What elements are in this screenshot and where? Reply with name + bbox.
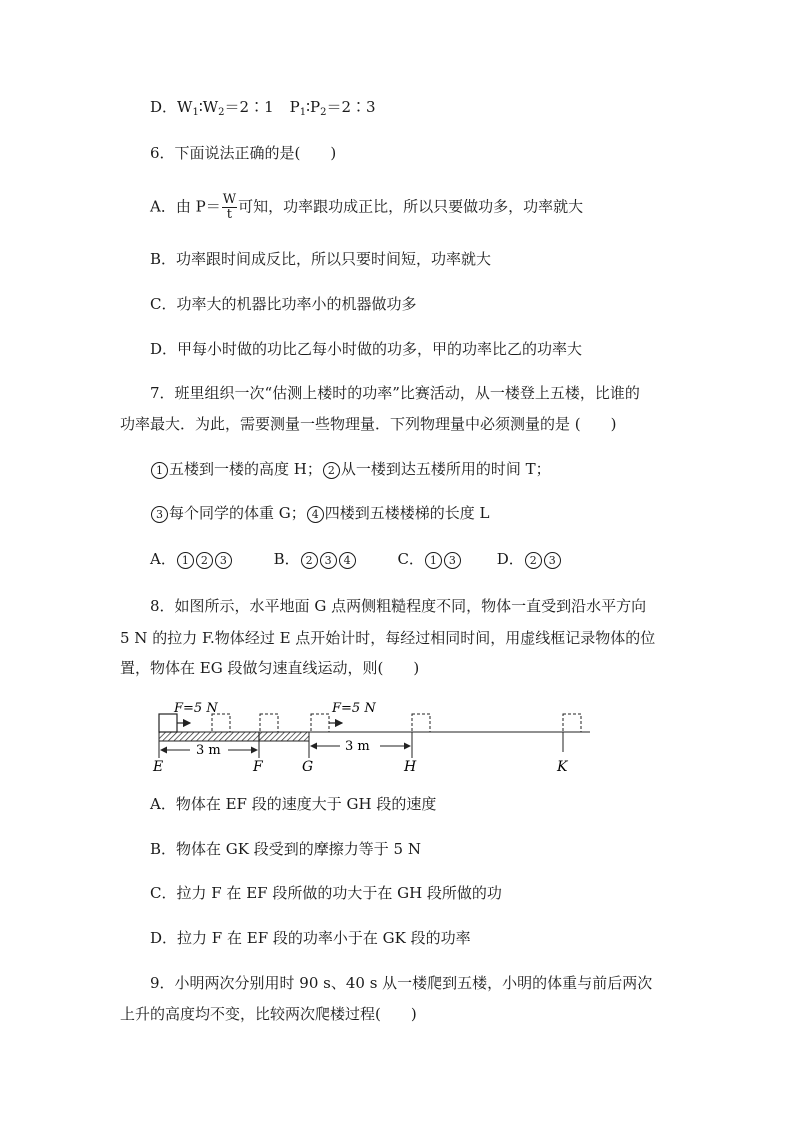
circled-number: 3 <box>320 552 337 569</box>
option-letter: D． <box>150 98 178 116</box>
circled-number: 2 <box>196 552 213 569</box>
option-text: A．由 P＝ <box>150 197 221 216</box>
circled-number: 1 <box>177 552 194 569</box>
point-label-h: H <box>404 759 417 774</box>
fraction-denominator: t <box>226 207 232 222</box>
force-label: F=5 N <box>174 702 218 716</box>
q7-item-line2 <box>150 503 490 523</box>
option-letter: A． <box>150 550 176 568</box>
q5-option-d <box>150 97 376 123</box>
ratio-text: ∶W <box>198 98 219 116</box>
ratio-value: ＝2∶3 <box>326 98 376 116</box>
circled-number: 4 <box>307 506 324 523</box>
q8-motion-figure <box>150 702 590 774</box>
point-label-e: E <box>153 759 164 774</box>
q7-option-c <box>397 549 461 569</box>
q7-item-line1 <box>150 459 551 479</box>
q7-option-a <box>150 549 233 569</box>
point-label-f: F <box>253 759 263 774</box>
dashed-block <box>311 714 329 732</box>
q6-option-a <box>150 193 583 222</box>
force-label: F=5 N <box>332 702 376 716</box>
item-text: 五楼到一楼的高度 H； <box>169 460 322 478</box>
circled-number: 1 <box>151 462 168 479</box>
point-label-g: G <box>302 759 314 774</box>
rough-surface <box>159 732 309 741</box>
ratio-value: ＝2∶1 <box>224 98 274 116</box>
option-letter: D． <box>496 550 524 568</box>
item-text: 每个同学的体重 G； <box>169 504 306 522</box>
q8-stem-line1: 8．如图所示，水平地面 G 点两侧粗糙程度不同，物体一直受到沿水平方向 <box>150 597 647 615</box>
q8-option-c: C．拉力 F 在 EF 段所做的功大于在 GH 段所做的功 <box>150 884 502 902</box>
option-text: 可知，功率跟功成正比，所以只要做功多，功率就大 <box>238 197 584 216</box>
point-label-k: K <box>557 759 568 774</box>
circled-number: 2 <box>323 462 340 479</box>
q7-stem-line2: 功率最大．为此，需要测量一些物理量．下列物理量中必须测量的是 ( ) <box>120 415 617 433</box>
circled-number: 3 <box>444 552 461 569</box>
q7-option-b <box>274 549 357 569</box>
q6-stem: 6．下面说法正确的是( ) <box>150 144 337 162</box>
ratio-text: ∶P <box>306 98 321 116</box>
q6-option-d: D．甲每小时做的功比乙每小时做的功多，甲的功率比乙的功率大 <box>150 340 583 358</box>
subscript: 1 <box>299 107 307 118</box>
w-symbol: W <box>177 98 193 116</box>
q7-stem-line1: 7．班里组织一次“估测上楼时的功率”比赛活动，从一楼登上五楼，比谁的 <box>150 384 640 402</box>
item-text: 从一楼到达五楼所用的时间 T； <box>340 460 551 478</box>
option-letter: C． <box>397 550 424 568</box>
subscript: 2 <box>320 107 327 118</box>
circled-number: 1 <box>425 552 442 569</box>
dashed-block <box>563 714 581 732</box>
distance-label: 3 m <box>196 743 221 758</box>
block <box>159 714 177 732</box>
fraction-numerator: W <box>222 192 237 207</box>
power-fraction <box>222 193 237 222</box>
q6-option-b: B．功率跟时间成反比，所以只要时间短，功率就大 <box>150 250 492 268</box>
subscript: 1 <box>192 107 199 118</box>
q9-stem-line2: 上升的高度均不变，比较两次爬楼过程( ) <box>120 1005 417 1023</box>
q7-options <box>150 549 598 569</box>
subscript: 2 <box>218 107 225 118</box>
dashed-block <box>260 714 278 732</box>
q7-option-d <box>497 549 562 569</box>
q8-option-d: D．拉力 F 在 EF 段的功率小于在 GK 段的功率 <box>150 929 471 947</box>
circled-number: 4 <box>339 552 356 569</box>
q9-stem-line1: 9．小明两次分别用时 90 s、40 s 从一楼爬到五楼，小明的体重与前后两次 <box>150 974 653 992</box>
circled-number: 2 <box>525 552 542 569</box>
item-text: 四楼到五楼楼梯的长度 L <box>324 504 490 522</box>
distance-label: 3 m <box>345 739 370 754</box>
dashed-block <box>412 714 430 732</box>
q8-option-a: A．物体在 EF 段的速度大于 GH 段的速度 <box>150 795 437 813</box>
circled-number: 3 <box>151 506 168 523</box>
p-symbol: P <box>289 98 300 116</box>
q8-stem-line3: 置，物体在 EG 段做匀速直线运动，则( ) <box>120 659 420 677</box>
circled-number: 2 <box>301 552 318 569</box>
dashed-block <box>212 714 230 732</box>
q8-stem-line2: 5 N 的拉力 F.物体经过 E 点开始计时，每经过相同时间，用虚线框记录物体的位 <box>120 629 656 647</box>
q6-option-c: C．功率大的机器比功率小的机器做功多 <box>150 295 417 313</box>
circled-number: 3 <box>215 552 232 569</box>
circled-number: 3 <box>544 552 561 569</box>
q8-option-b: B．物体在 GK 段受到的摩擦力等于 5 N <box>150 840 421 858</box>
option-letter: B． <box>273 550 300 568</box>
